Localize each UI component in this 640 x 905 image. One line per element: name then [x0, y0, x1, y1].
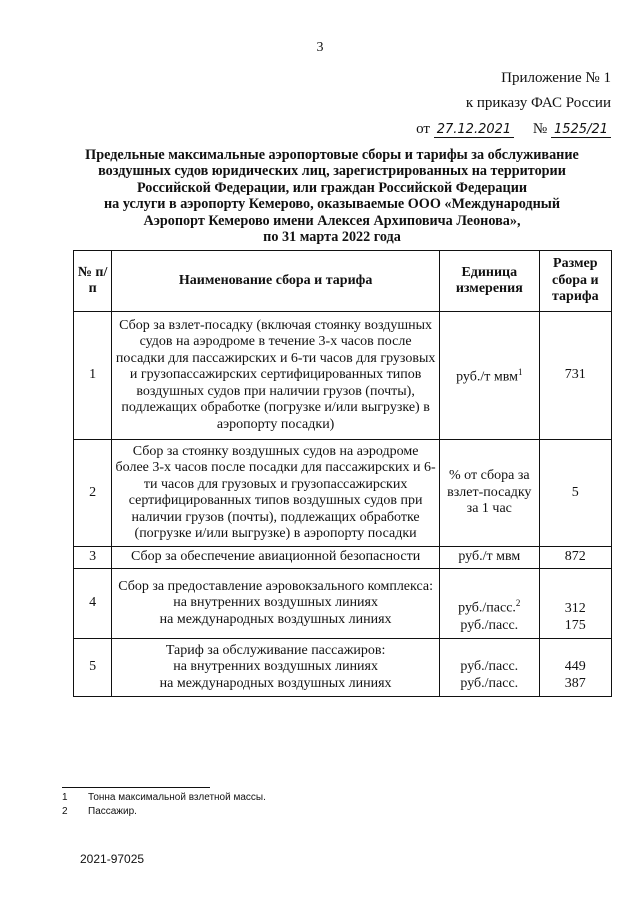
row-unit-domestic: руб./пасс.: [460, 659, 519, 674]
table-row: [74, 440, 612, 547]
table-row: [74, 547, 612, 569]
annex-order: к приказу ФАС России: [465, 95, 611, 111]
row-name-international: на международных воздушных линиях: [159, 611, 392, 627]
header-unit: Единица измерения: [440, 251, 540, 312]
footnote-2: [62, 806, 137, 817]
table-header-row: [74, 251, 612, 312]
title-line: на услуги в аэропорту Кемерово, оказываемые ООО «Международный: [104, 196, 560, 213]
row-value-international: 387: [564, 675, 586, 691]
tariff-table: [73, 250, 612, 697]
header-name: Наименование сбора и тарифа: [112, 251, 440, 312]
title-line: Предельные максимальные аэропортовые сборы и тарифы за обслуживание: [85, 147, 579, 163]
row-unit: руб./т мвм: [440, 547, 540, 569]
page-number: 3: [316, 40, 324, 55]
row-name-international: на международных воздушных линиях: [159, 675, 392, 691]
document-code: 2021-97025: [80, 852, 145, 866]
row-value-domestic: 449: [564, 659, 586, 674]
row-name: [112, 639, 440, 697]
footnote-number: 2: [62, 806, 68, 817]
row-num: 1: [74, 312, 112, 440]
row-name: [112, 569, 440, 639]
row-num: 5: [74, 639, 112, 697]
row-name-domestic: на внутренних воздушных линиях: [173, 659, 378, 675]
row-value: 731: [539, 312, 611, 440]
table-row: [74, 312, 612, 440]
footnote-text: Пассажир.: [88, 806, 137, 817]
document-title: [62, 147, 602, 245]
row-value: 872: [539, 547, 611, 569]
date-prefix: от: [416, 121, 430, 137]
row-name-main: Тариф за обслуживание пассажиров:: [165, 642, 386, 658]
row-unit: [440, 639, 540, 697]
row-name-domestic: на внутренних воздушных линиях: [173, 595, 378, 611]
row-unit-domestic: руб./пасс.$^2$: [458, 598, 521, 616]
row-name-main: Сбор за предоставление аэровокзального комплекса:: [118, 578, 433, 594]
row-value: 5: [539, 440, 611, 547]
row-unit-international: руб./пасс.: [460, 617, 519, 633]
title-line: Аэропорт Кемерово имени Алексея Архиповича Леонова»,: [143, 212, 521, 229]
footnote-number: 1: [62, 792, 68, 803]
row-unit-international: руб./пасс.: [460, 675, 519, 691]
row-name: Сбор за взлет-посадку (включая стоянку воздушных судов на аэродроме в течение 3-х часов после посадки для пассажирских и 6-ти часов для грузовых и грузопассажирских сертифицированных типов воздушных судов при наличии грузов (почты), подлежащих обработке (погрузке и/или выгрузке) в аэропорту посадки): [112, 312, 440, 440]
row-num: 4: [74, 569, 112, 639]
title-line: по 31 марта 2022 года: [263, 229, 401, 246]
row-num: 3: [74, 547, 112, 569]
footnote-divider: [62, 787, 210, 788]
header-num: № п/п: [74, 251, 112, 312]
title-line: воздушных судов юридических лиц, зарегистрированных на территории: [98, 163, 566, 180]
footnote-1: [62, 792, 266, 803]
row-value: [539, 639, 611, 697]
row-value-international: 175: [564, 617, 586, 633]
annex-title: Приложение № 1: [501, 70, 611, 86]
row-unit: руб./т мвм$^1$: [440, 312, 540, 440]
number-prefix: №: [532, 121, 548, 137]
row-unit: % от сбора за взлет-посадку за 1 час: [440, 440, 540, 547]
row-unit: [440, 569, 540, 639]
row-name: Сбор за стоянку воздушных судов на аэродроме более 3-х часов после посадки для пассажирских и 6-ти часов для грузовых и грузопассажирских сертифицированных типов воздушных судов при наличии грузов (почты), подлежащих обработке (погрузке и/или выгрузке) в аэропорту посадки: [112, 440, 440, 547]
order-number: 1525/21: [551, 122, 611, 138]
annex-date-line: [416, 121, 611, 138]
row-value-domestic: 312: [564, 601, 586, 616]
table-row: [74, 569, 612, 639]
footnote-text: Тонна максимальной взлетной массы.: [88, 792, 266, 803]
row-num: 2: [74, 440, 112, 547]
order-date: 27.12.2021: [434, 122, 514, 138]
title-line: Российской Федерации, или граждан Российской Федерации: [136, 179, 528, 196]
header-size: Размер сбора и тарифа: [539, 251, 611, 312]
table-row: [74, 639, 612, 697]
row-value: [539, 569, 611, 639]
row-name: Сбор за обеспечение авиационной безопасности: [112, 547, 440, 569]
